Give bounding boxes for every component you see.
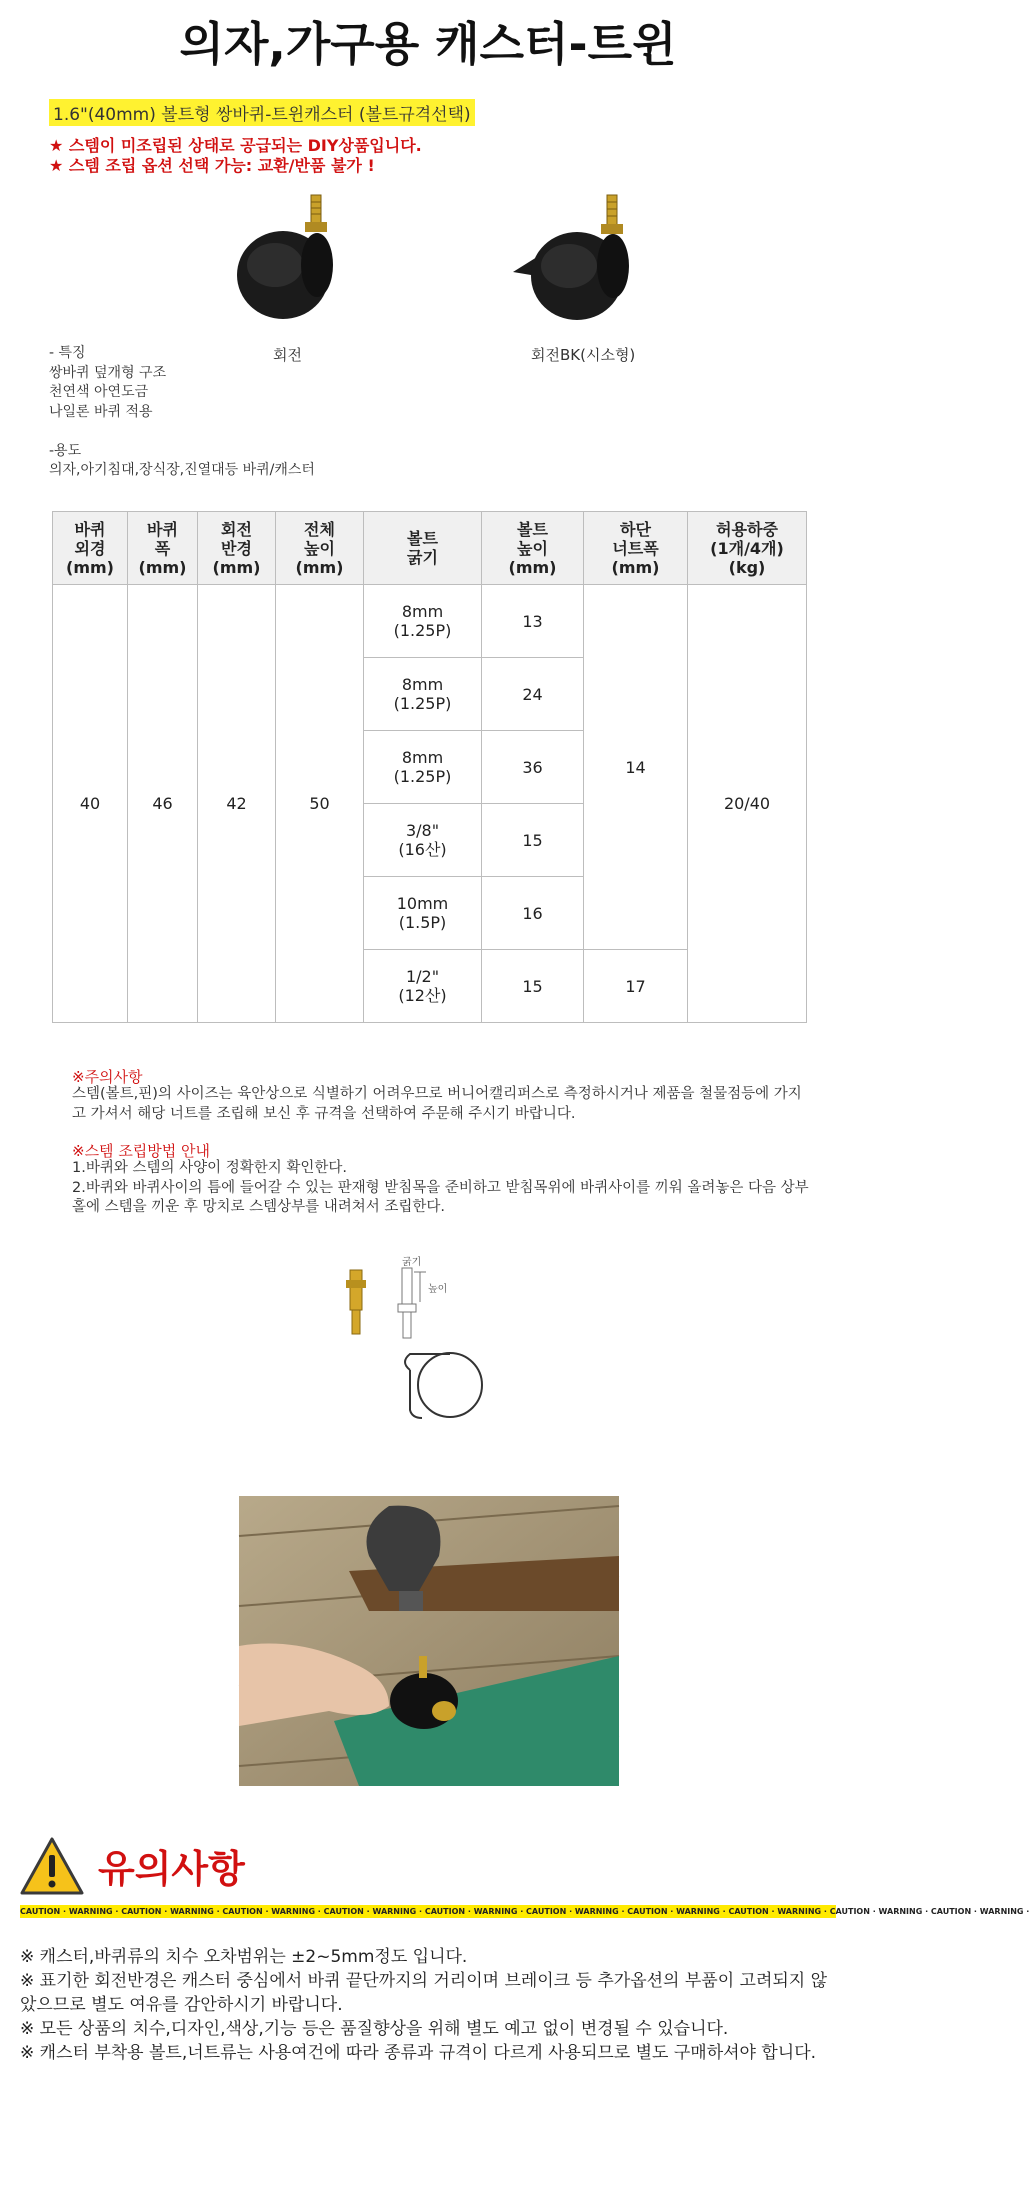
caution-tape-strip: CAUTION · WARNING · CAUTION · WARNING · CAUTION · WARNING · CAUTION · WARNING · CAUTION · WARNING · CAUTION · WARNING · CAUTION · WARNING · CAUTION · WARNING · CAUTION · WARNING · CAUTION · WARNING ·: [20, 1907, 1029, 1916]
cell-bolt: 3/8" (16산): [364, 804, 482, 877]
cell-bolt-height: 36: [482, 731, 584, 804]
col-wheel-width: 바퀴 폭 (mm): [128, 512, 198, 585]
product-subtitle: 1.6"(40mm) 볼트형 쌍바퀴-트윈캐스터 (볼트규격선택): [49, 99, 475, 126]
caption-swivel: 회전: [273, 346, 302, 364]
cell-total-height: 50: [276, 585, 364, 1023]
diagram-thickness-label: 굵기: [402, 1257, 422, 1268]
caster-image-swivel: [225, 190, 355, 325]
spec-table: [52, 511, 807, 1023]
warning-title: 유의사항: [98, 1847, 245, 1891]
note-swivel-radius: ※ 표기한 회전반경은 캐스터 중심에서 바퀴 끝단까지의 거리이며 브레이크 등 추가옵션의 부품이 고려되지 않았으므로 별도 여유를 감안하시기 바랍니다.: [20, 1971, 828, 2015]
cell-nut-width-last: 17: [584, 950, 688, 1023]
cell-bolt-height: 15: [482, 950, 584, 1023]
diagram-height-label: 높이: [428, 1284, 448, 1295]
col-swivel-radius: 회전 반경 (mm): [198, 512, 276, 585]
cell-load: 20/40: [688, 585, 807, 1023]
caution-heading: ※주의사항: [72, 1068, 143, 1086]
assembly-body: 1.바퀴와 스템의 사양이 정확한지 확인한다. 2.바퀴와 바퀴사이의 틈에 들어갈 수 있는 판재형 받침목을 준비하고 받침목위에 바퀴사이를 끼워 올려놓은 다음 상부홀에 스템을 끼운 후 망치로 스템상부를 내려쳐서 조립한다.: [72, 1160, 809, 1215]
bottom-notes: [20, 1945, 836, 2065]
feature-usage-text: - 특징 쌍바퀴 덮개형 구조 천연색 아연도금 나일론 바퀴 적용 -용도 의자,아기침대,장식장,진열대등 바퀴/캐스터: [49, 345, 315, 478]
cell-wheel-diameter: 40: [53, 585, 128, 1023]
cell-swivel-radius: 42: [198, 585, 276, 1023]
stem-diagram: [340, 1250, 510, 1430]
col-bolt-thickness: 볼트 굵기: [364, 512, 482, 585]
cell-bolt: 10mm (1.5P): [364, 877, 482, 950]
cell-wheel-width: 46: [128, 585, 198, 1023]
page-title: 의자,가구용 캐스터-트윈: [179, 17, 677, 71]
note-tolerance: ※ 캐스터,바퀴류의 치수 오차범위는 ±2~5mm정도 입니다.: [20, 1947, 468, 1967]
warning-triangle-icon: [20, 1836, 84, 1896]
cell-bolt-height: 16: [482, 877, 584, 950]
col-load: 허용하중 (1개/4개) (kg): [688, 512, 807, 585]
note-bolts: ※ 캐스터 부착용 볼트,너트류는 사용여건에 따라 종류과 규격이 다르게 사용되므로 별도 구매하셔야 합니다.: [20, 2043, 817, 2063]
col-wheel-diameter: 바퀴 외경 (mm): [53, 512, 128, 585]
caster-image-swivel-bk: [505, 190, 645, 325]
note-changes: ※ 모든 상품의 치수,디자인,색상,기능 등은 품질향상을 위해 별도 예고 없이 변경될 수 있습니다.: [20, 2019, 729, 2039]
cell-bolt-height: 13: [482, 585, 584, 658]
cell-bolt: 8mm (1.25P): [364, 658, 482, 731]
col-nut-width: 하단 너트폭 (mm): [584, 512, 688, 585]
cell-bolt-height: 24: [482, 658, 584, 731]
col-bolt-height: 볼트 높이 (mm): [482, 512, 584, 585]
notice-diy: ★ 스템이 미조립된 상태로 공급되는 DIY상품입니다.: [49, 136, 422, 155]
notice-option: ★ 스템 조립 옵션 선택 가능: 교환/반품 불가 !: [49, 156, 375, 175]
cell-bolt: 8mm (1.25P): [364, 731, 482, 804]
cell-bolt-height: 15: [482, 804, 584, 877]
col-total-height: 전체 높이 (mm): [276, 512, 364, 585]
cell-bolt: 1/2" (12산): [364, 950, 482, 1023]
caution-body: 스템(볼트,핀)의 사이즈는 육안상으로 식별하기 어려우므로 버니어캘리퍼스로 측정하시거나 제품을 철물점등에 가지고 가셔서 해당 너트를 조립해 보신 후 규격을 선택하여 주문해 주시기 바랍니다.: [72, 1086, 802, 1122]
cell-nut-width: 14: [584, 585, 688, 950]
assembly-photo: [239, 1496, 619, 1786]
spec-header-row: [53, 512, 807, 585]
table-row: [53, 585, 807, 658]
caption-swivel-bk: 회전BK(시소형): [531, 346, 636, 364]
assembly-heading: ※스템 조립방법 안내: [72, 1142, 211, 1160]
cell-bolt: 8mm (1.25P): [364, 585, 482, 658]
